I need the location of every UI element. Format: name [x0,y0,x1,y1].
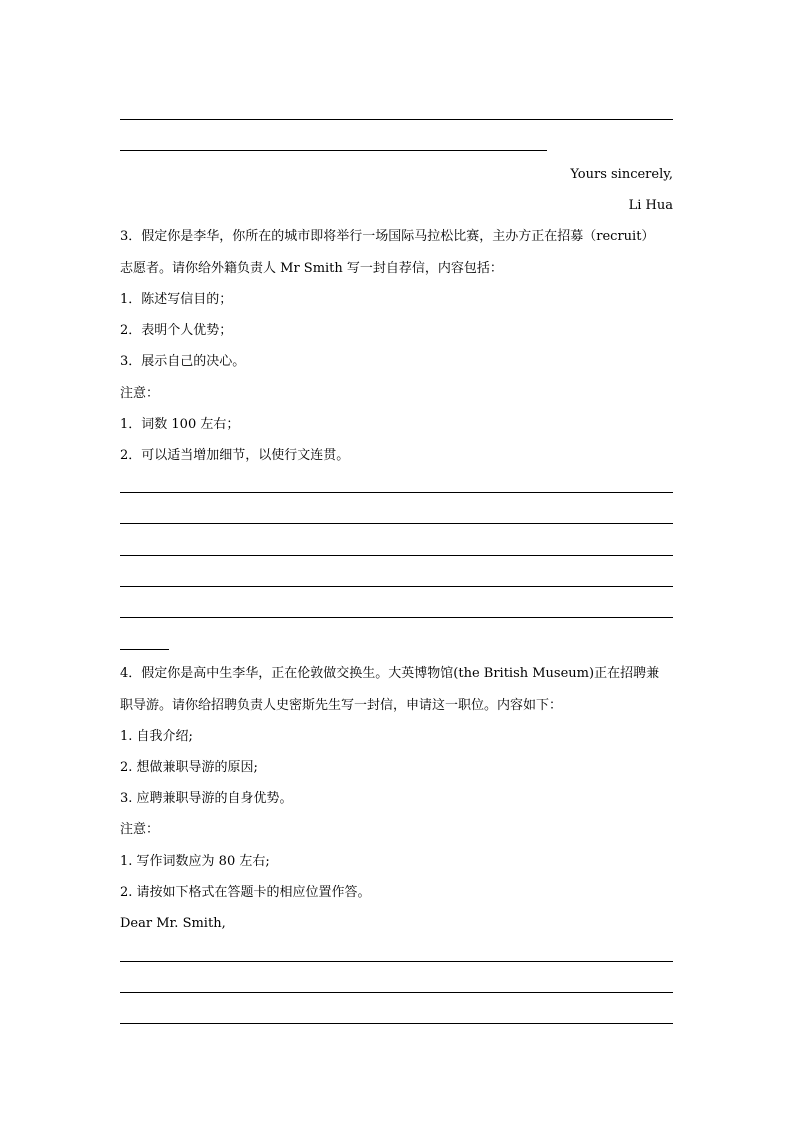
question-4-note: 1. 写作词数应为 80 左右; [120,854,270,869]
question-4-item: 2. 想做兼职导游的原因; [120,760,258,775]
question-3-note-label: 注意： [120,386,160,401]
question-4-item: 3. 应聘兼职导游的自身优势。 [120,791,293,806]
answer-line [120,555,673,556]
answer-line [120,961,673,962]
question-4-prompt-line-2: 职导游。请你给招聘负责人史密斯先生写一封信，申请这一职位。内容如下： [120,698,563,713]
question-4-prompt-line-1: 4．假定你是高中生李华，正在伦敦做交换生。大英博物馆(the British Museum)正在招聘兼 [120,666,660,681]
answer-line [120,586,673,587]
answer-line [120,992,673,993]
question-4-note: 2. 请按如下格式在答题卡的相应位置作答。 [120,885,371,900]
answer-line [120,1023,673,1024]
answer-line [120,492,673,493]
question-4-item: 1. 自我介绍; [120,729,193,744]
closing-sign-off: Yours sincerely, [570,167,673,182]
question-3-item: 1．陈述写信目的； [120,292,233,307]
answer-line [120,617,673,618]
answer-line [120,150,547,151]
question-3-item: 3．展示自己的决心。 [120,354,246,369]
question-3-prompt-line-1: 3．假定你是李华，你所在的城市即将举行一场国际马拉松比赛，主办方正在招募（recruit） [120,229,655,244]
question-3-note: 2．可以适当增加细节，以使行文连贯。 [120,448,350,463]
question-3-prompt-line-2: 志愿者。请你给外籍负责人 Mr Smith 写一封自荐信，内容包括： [120,261,503,276]
closing-signature: Li Hua [628,198,673,213]
question-3-item: 2．表明个人优势； [120,323,233,338]
answer-line [120,119,673,120]
question-4-note-label: 注意： [120,822,160,837]
question-4-salutation: Dear Mr. Smith, [120,916,226,931]
question-3-note: 1．词数 100 左右； [120,417,240,432]
answer-line [120,523,673,524]
answer-line [120,649,169,650]
